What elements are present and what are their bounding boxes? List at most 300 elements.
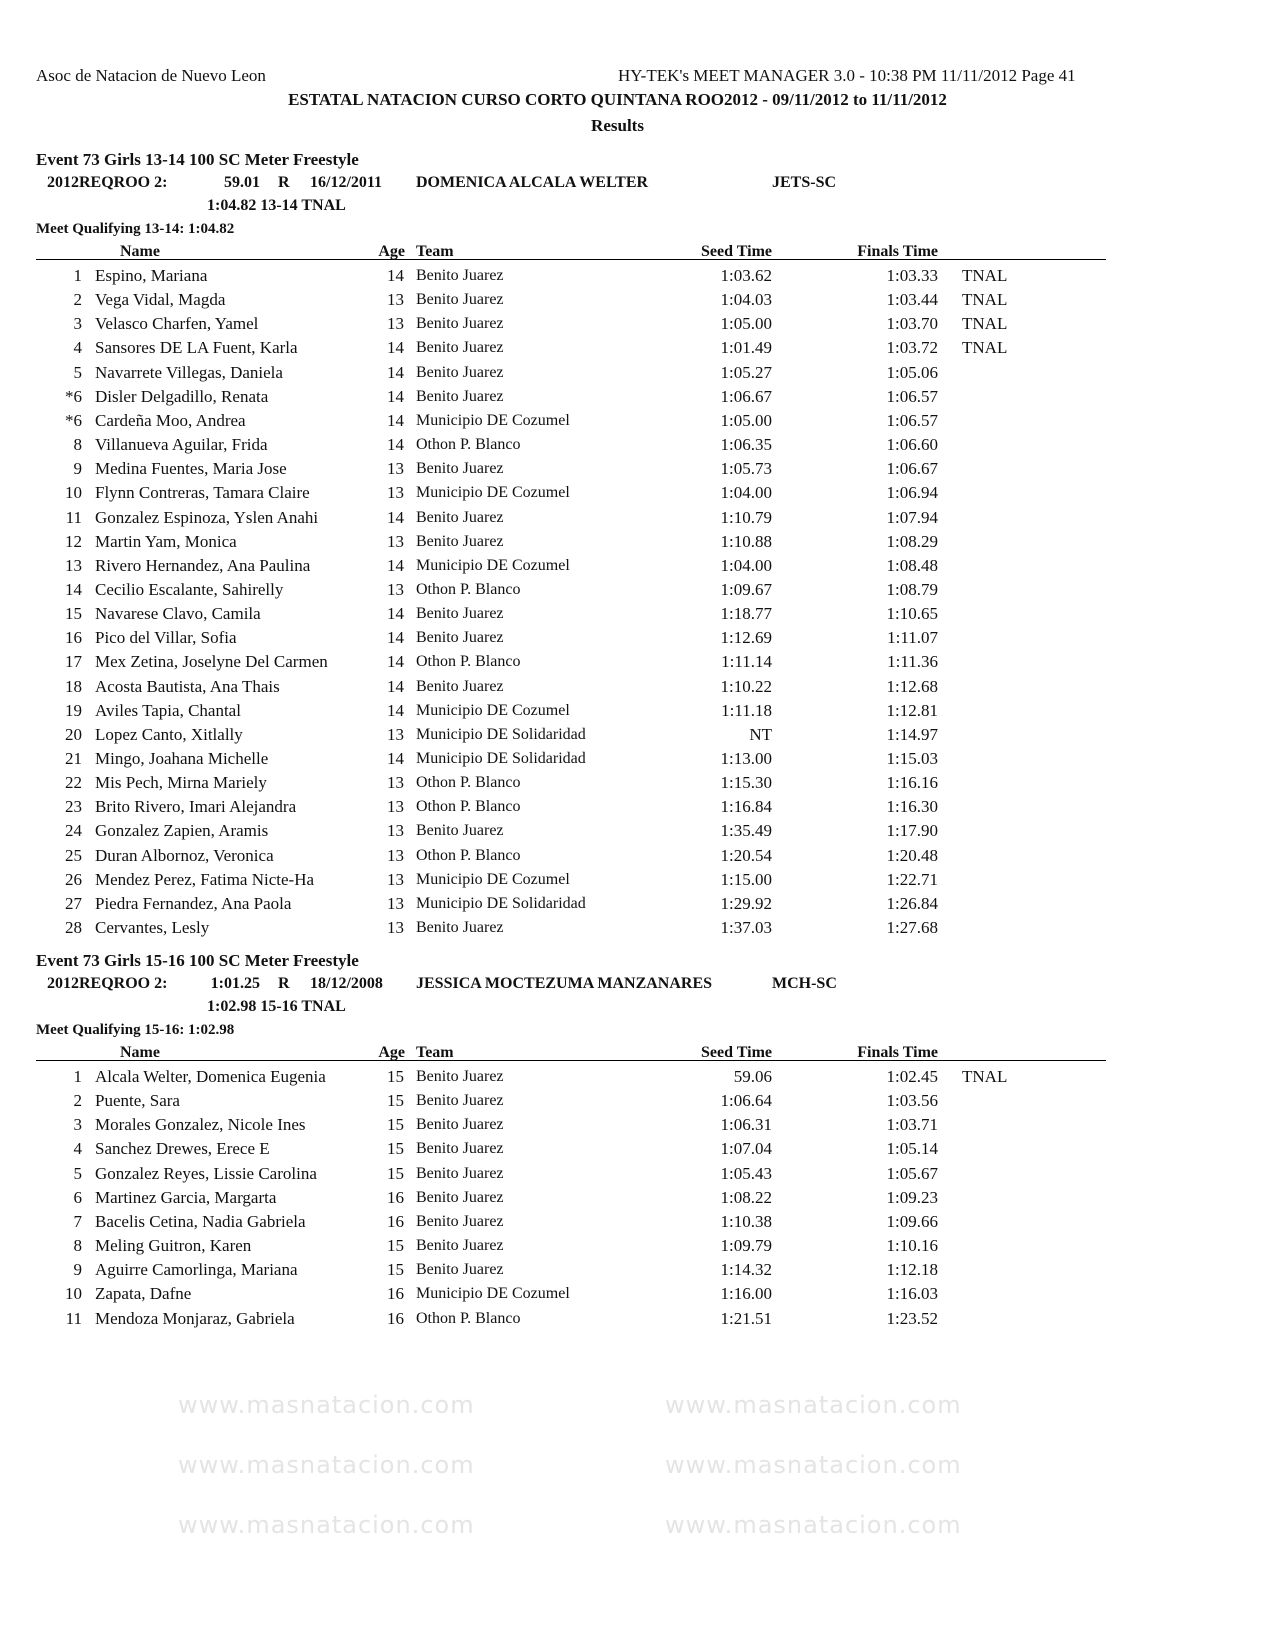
swimmer-name: Gonzalez Zapien, Aramis	[95, 821, 269, 841]
result-row	[0, 435, 1275, 459]
swimmer-name: Rivero Hernandez, Ana Paulina	[95, 555, 311, 575]
record-flag: R	[278, 174, 290, 191]
age: 14	[387, 604, 404, 624]
finals-time: 1:06.57	[886, 386, 938, 406]
team: Othon P. Blanco	[416, 580, 521, 598]
swimmer-name: Gonzalez Espinoza, Yslen Anahi	[95, 507, 319, 527]
swimmer-name: Morales Gonzalez, Nicole Ines	[95, 1115, 306, 1135]
result-row	[0, 1115, 1275, 1139]
seed-time: 1:06.31	[720, 1115, 772, 1135]
team: Municipio DE Cozumel	[416, 1285, 570, 1303]
seed-time: 1:14.32	[720, 1260, 772, 1280]
age: 13	[387, 724, 404, 744]
age: 13	[387, 290, 404, 310]
place: 19	[65, 700, 82, 720]
result-row	[0, 1309, 1275, 1333]
meet-qualifying: Meet Qualifying 15-16: 1:02.98	[36, 1022, 235, 1038]
seed-time: 1:05.27	[720, 362, 772, 382]
finals-time: 1:16.30	[886, 797, 938, 817]
column-header-age: Age	[378, 243, 405, 260]
swimmer-name: Mendoza Monjaraz, Gabriela	[95, 1308, 295, 1328]
finals-time: 1:06.67	[886, 459, 938, 479]
finals-time: 1:17.90	[886, 821, 938, 841]
finals-time: 1:07.94	[886, 507, 938, 527]
column-header-name: Name	[120, 243, 160, 260]
age: 14	[387, 700, 404, 720]
age: 15	[387, 1163, 404, 1183]
record-date: 18/12/2008	[310, 975, 383, 992]
meet-qualifying: Meet Qualifying 13-14: 1:04.82	[36, 221, 235, 237]
finals-time: 1:08.48	[886, 555, 938, 575]
place: 28	[65, 918, 82, 938]
result-row	[0, 604, 1275, 628]
team: Benito Juarez	[416, 1261, 504, 1279]
result-row	[0, 314, 1275, 338]
team: Othon P. Blanco	[416, 798, 521, 816]
seed-time: 1:09.79	[720, 1236, 772, 1256]
swimmer-name: Pico del Villar, Sofia	[95, 628, 237, 648]
seed-time: 1:15.00	[720, 869, 772, 889]
team: Benito Juarez	[416, 267, 504, 284]
result-row	[0, 338, 1275, 362]
watermark: www.masnatacion.com	[665, 1451, 962, 1479]
age: 14	[387, 628, 404, 648]
place: 9	[73, 459, 82, 479]
swimmer-name: Cecilio Escalante, Sahirelly	[95, 579, 284, 599]
age: 15	[387, 1236, 404, 1256]
team: Benito Juarez	[416, 508, 504, 526]
place: 9	[73, 1260, 82, 1280]
swimmer-name: Martin Yam, Monica	[95, 531, 237, 551]
seed-time: 1:18.77	[720, 604, 772, 624]
swimmer-name: Bacelis Cetina, Nadia Gabriela	[95, 1211, 306, 1231]
team: Benito Juarez	[416, 919, 504, 937]
finals-time: 1:20.48	[886, 845, 938, 865]
age: 15	[387, 1139, 404, 1159]
result-row	[0, 387, 1275, 411]
place: 7	[73, 1211, 82, 1231]
swimmer-name: Sanchez Drewes, Erece E	[95, 1139, 270, 1159]
place: 17	[65, 652, 82, 672]
swimmer-name: Puente, Sara	[95, 1091, 180, 1111]
result-row	[0, 508, 1275, 532]
event-title: Event 73 Girls 15-16 100 SC Meter Freestyle	[36, 951, 359, 970]
team: Benito Juarez	[416, 1188, 504, 1206]
seed-time: 1:10.88	[720, 531, 772, 551]
place: 3	[73, 1115, 82, 1135]
record-label: 2012REQROO 2:	[47, 975, 168, 992]
team: Benito Juarez	[416, 339, 504, 357]
qualifier: TNAL	[962, 290, 1008, 310]
seed-time: 1:01.49	[720, 338, 772, 358]
age: 16	[387, 1308, 404, 1328]
seed-time: 1:21.51	[720, 1308, 772, 1328]
record-team: MCH-SC	[772, 975, 837, 992]
team: Municipio DE Solidaridad	[416, 750, 586, 767]
record-label: 2012REQROO 2:	[47, 174, 168, 191]
swimmer-name: Alcala Welter, Domenica Eugenia	[95, 1067, 326, 1086]
column-header-finals: Finals Time	[857, 243, 938, 260]
age: 16	[387, 1187, 404, 1207]
finals-time: 1:27.68	[886, 918, 938, 938]
swimmer-name: Espino, Mariana	[95, 266, 208, 285]
age: 14	[387, 266, 404, 285]
result-row	[0, 1284, 1275, 1308]
team: Benito Juarez	[416, 1116, 504, 1134]
seed-time: 1:12.69	[720, 628, 772, 648]
finals-time: 1:10.16	[886, 1236, 938, 1256]
seed-time: 1:37.03	[720, 918, 772, 938]
seed-time: 59.06	[733, 1067, 772, 1086]
seed-time: NT	[749, 724, 772, 744]
result-row	[0, 532, 1275, 556]
event-title: Event 73 Girls 13-14 100 SC Meter Freestyle	[36, 150, 359, 169]
result-row	[0, 821, 1275, 845]
place: 1	[73, 266, 82, 285]
seed-time: 1:04.00	[720, 555, 772, 575]
finals-time: 1:08.29	[886, 531, 938, 551]
finals-time: 1:12.68	[886, 676, 938, 696]
finals-time: 1:06.57	[886, 410, 938, 430]
swimmer-name: Lopez Canto, Xitlally	[95, 724, 243, 744]
record-time: 59.01	[224, 174, 260, 191]
record-time: 1:01.25	[210, 975, 260, 992]
watermark: www.masnatacion.com	[178, 1391, 475, 1419]
team: Benito Juarez	[416, 1212, 504, 1230]
finals-time: 1:06.94	[886, 483, 938, 503]
swimmer-name: Cervantes, Lesly	[95, 918, 210, 938]
finals-time: 1:03.70	[886, 314, 938, 334]
result-row	[0, 290, 1275, 314]
finals-time: 1:03.44	[886, 290, 938, 310]
watermark: www.masnatacion.com	[178, 1511, 475, 1539]
finals-time: 1:05.06	[886, 362, 938, 382]
finals-time: 1:03.72	[886, 338, 938, 358]
age: 15	[387, 1067, 404, 1086]
place: 5	[73, 1163, 82, 1183]
swimmer-name: Aguirre Camorlinga, Mariana	[95, 1260, 298, 1280]
result-row	[0, 725, 1275, 749]
finals-time: 1:14.97	[886, 724, 938, 744]
seed-time: 1:05.00	[720, 410, 772, 430]
team: Municipio DE Cozumel	[416, 484, 570, 502]
team: Benito Juarez	[416, 677, 504, 695]
age: 16	[387, 1284, 404, 1304]
result-row	[0, 266, 1275, 290]
place: 6	[73, 1187, 82, 1207]
place: 27	[65, 893, 82, 913]
seed-time: 1:16.00	[720, 1284, 772, 1304]
place: 22	[65, 773, 82, 793]
age: 14	[387, 338, 404, 358]
swimmer-name: Sansores DE LA Fuent, Karla	[95, 338, 298, 358]
column-header-row	[0, 1043, 1275, 1067]
org-name: Asoc de Natacion de Nuevo Leon	[36, 66, 266, 85]
watermark: www.masnatacion.com	[665, 1511, 962, 1539]
column-header-finals: Finals Time	[857, 1044, 938, 1061]
age: 13	[387, 918, 404, 938]
swimmer-name: Vega Vidal, Magda	[95, 290, 226, 310]
result-row	[0, 749, 1275, 773]
seed-time: 1:35.49	[720, 821, 772, 841]
finals-time: 1:12.81	[886, 700, 938, 720]
finals-time: 1:12.18	[886, 1260, 938, 1280]
swimmer-name: Piedra Fernandez, Ana Paola	[95, 893, 292, 913]
swimmer-name: Villanueva Aguilar, Frida	[95, 435, 268, 455]
qualifier: TNAL	[962, 266, 1008, 285]
watermark: www.masnatacion.com	[178, 1451, 475, 1479]
swimmer-name: Mex Zetina, Joselyne Del Carmen	[95, 652, 328, 672]
seed-time: 1:05.00	[720, 314, 772, 334]
qualifier: TNAL	[962, 1067, 1008, 1086]
team: Othon P. Blanco	[416, 436, 521, 454]
finals-time: 1:22.71	[886, 869, 938, 889]
team: Benito Juarez	[416, 1092, 504, 1110]
place: 10	[65, 1284, 82, 1304]
place: 15	[65, 604, 82, 624]
finals-time: 1:08.79	[886, 579, 938, 599]
result-row	[0, 677, 1275, 701]
seed-time: 1:06.64	[720, 1091, 772, 1111]
column-header-name: Name	[120, 1044, 160, 1061]
finals-time: 1:05.14	[886, 1139, 938, 1159]
result-row	[0, 1139, 1275, 1163]
finals-time: 1:26.84	[886, 893, 938, 913]
seed-time: 1:04.00	[720, 483, 772, 503]
team: Municipio DE Cozumel	[416, 701, 570, 719]
swimmer-name: Navarrete Villegas, Daniela	[95, 362, 283, 382]
seed-time: 1:04.03	[720, 290, 772, 310]
age: 14	[387, 749, 404, 768]
age: 13	[387, 314, 404, 334]
age: 15	[387, 1260, 404, 1280]
place: 4	[73, 338, 82, 358]
age: 13	[387, 797, 404, 817]
column-header-seed: Seed Time	[701, 243, 772, 260]
seed-time: 1:20.54	[720, 845, 772, 865]
place: 16	[65, 628, 82, 648]
result-row	[0, 701, 1275, 725]
age: 15	[387, 1115, 404, 1135]
team: Benito Juarez	[416, 1164, 504, 1182]
swimmer-name: Navarese Clavo, Camila	[95, 604, 261, 624]
place: 2	[73, 290, 82, 310]
result-row	[0, 1236, 1275, 1260]
team: Benito Juarez	[416, 629, 504, 647]
meet-title: ESTATAL NATACION CURSO CORTO QUINTANA ROO2012 - 09/11/2012 to 11/11/2012	[288, 90, 947, 109]
place: 2	[73, 1091, 82, 1111]
result-row	[0, 483, 1275, 507]
team: Benito Juarez	[416, 1140, 504, 1158]
finals-time: 1:15.03	[886, 749, 938, 768]
place: 4	[73, 1139, 82, 1159]
place: 14	[65, 579, 82, 599]
result-row	[0, 1164, 1275, 1188]
record-holder: JESSICA MOCTEZUMA MANZANARES	[416, 975, 713, 992]
seed-time: 1:13.00	[720, 749, 772, 768]
swimmer-name: Martinez Garcia, Margarta	[95, 1187, 277, 1207]
finals-time: 1:03.56	[886, 1091, 938, 1111]
column-header-seed: Seed Time	[701, 1044, 772, 1061]
record-date: 16/12/2011	[310, 174, 383, 191]
place: *6	[65, 386, 82, 406]
result-row	[0, 797, 1275, 821]
team: Benito Juarez	[416, 1237, 504, 1255]
team: Municipio DE Solidaridad	[416, 894, 586, 912]
place: 26	[65, 869, 82, 889]
finals-time: 1:23.52	[886, 1308, 938, 1328]
age: 14	[387, 652, 404, 672]
seed-time: 1:16.84	[720, 797, 772, 817]
finals-time: 1:02.45	[886, 1067, 938, 1086]
swimmer-name: Medina Fuentes, Maria Jose	[95, 459, 287, 479]
team: Benito Juarez	[416, 460, 504, 478]
finals-time: 1:09.23	[886, 1187, 938, 1207]
place: 11	[65, 1308, 82, 1328]
seed-time: 1:08.22	[720, 1187, 772, 1207]
team: Municipio DE Cozumel	[416, 556, 570, 574]
record-team: JETS-SC	[772, 174, 837, 191]
seed-time: 1:03.62	[720, 266, 772, 285]
age: 13	[387, 459, 404, 479]
team: Othon P. Blanco	[416, 1309, 521, 1327]
result-row	[0, 556, 1275, 580]
result-row	[0, 773, 1275, 797]
place: 21	[65, 749, 82, 768]
result-row	[0, 870, 1275, 894]
seed-time: 1:05.73	[720, 459, 772, 479]
team: Benito Juarez	[416, 605, 504, 623]
swimmer-name: Brito Rivero, Imari Alejandra	[95, 797, 297, 817]
age: 14	[387, 507, 404, 527]
qualifier: TNAL	[962, 314, 1008, 334]
seed-time: 1:10.22	[720, 676, 772, 696]
place: 8	[73, 1236, 82, 1256]
finals-time: 1:11.36	[887, 652, 938, 672]
swimmer-name: Meling Guitron, Karen	[95, 1236, 252, 1256]
place: 3	[73, 314, 82, 334]
age: 14	[387, 410, 404, 430]
team: Benito Juarez	[416, 532, 504, 550]
swimmer-name: Mingo, Joahana Michelle	[95, 749, 269, 768]
result-row	[0, 1260, 1275, 1284]
finals-time: 1:05.67	[886, 1163, 938, 1183]
age: 14	[387, 435, 404, 455]
team: Municipio DE Cozumel	[416, 411, 570, 429]
team: Benito Juarez	[416, 1068, 504, 1085]
seed-time: 1:11.14	[721, 652, 772, 672]
age: 16	[387, 1211, 404, 1231]
age: 15	[387, 1091, 404, 1111]
result-row	[0, 411, 1275, 435]
finals-time: 1:09.66	[886, 1211, 938, 1231]
team: Benito Juarez	[416, 363, 504, 381]
team: Benito Juarez	[416, 315, 504, 333]
finals-time: 1:16.03	[886, 1284, 938, 1304]
page-subtitle: Results	[591, 116, 644, 135]
record-flag: R	[278, 975, 290, 992]
team: Benito Juarez	[416, 822, 504, 840]
place: *6	[65, 410, 82, 430]
swimmer-name: Gonzalez Reyes, Lissie Carolina	[95, 1163, 317, 1183]
qualifier: TNAL	[962, 338, 1008, 358]
result-row	[0, 628, 1275, 652]
seed-time: 1:15.30	[720, 773, 772, 793]
finals-time: 1:06.60	[886, 435, 938, 455]
age: 14	[387, 676, 404, 696]
swimmer-name: Acosta Bautista, Ana Thais	[95, 676, 280, 696]
team: Othon P. Blanco	[416, 653, 521, 671]
column-header-row	[0, 242, 1275, 266]
finals-time: 1:11.07	[887, 628, 938, 648]
finals-time: 1:03.33	[886, 266, 938, 285]
place: 20	[65, 724, 82, 744]
seed-time: 1:05.43	[720, 1163, 772, 1183]
swimmer-name: Duran Albornoz, Veronica	[95, 845, 274, 865]
swimmer-name: Aviles Tapia, Chantal	[95, 700, 241, 720]
age: 13	[387, 821, 404, 841]
swimmer-name: Flynn Contreras, Tamara Claire	[95, 483, 310, 503]
record-holder: DOMENICA ALCALA WELTER	[416, 174, 649, 191]
seed-time: 1:06.35	[720, 435, 772, 455]
swimmer-name: Mendez Perez, Fatima Nicte-Ha	[95, 869, 315, 889]
result-row	[0, 652, 1275, 676]
column-header-team: Team	[416, 243, 454, 260]
age: 14	[387, 386, 404, 406]
seed-time: 1:07.04	[720, 1139, 772, 1159]
result-row	[0, 1091, 1275, 1115]
place: 23	[65, 797, 82, 817]
finals-time: 1:10.65	[886, 604, 938, 624]
result-row	[0, 1188, 1275, 1212]
age: 13	[387, 893, 404, 913]
age: 14	[387, 555, 404, 575]
seed-time: 1:10.38	[720, 1211, 772, 1231]
result-row	[0, 894, 1275, 918]
age: 13	[387, 531, 404, 551]
age: 13	[387, 869, 404, 889]
age: 13	[387, 845, 404, 865]
seed-time: 1:09.67	[720, 579, 772, 599]
seed-time: 1:10.79	[720, 507, 772, 527]
time-standard: 1:04.82 13-14 TNAL	[207, 197, 346, 214]
age: 14	[387, 362, 404, 382]
seed-time: 1:11.18	[721, 700, 772, 720]
place: 1	[73, 1067, 82, 1086]
age: 13	[387, 483, 404, 503]
age: 13	[387, 579, 404, 599]
result-row	[0, 846, 1275, 870]
result-row	[0, 1067, 1275, 1091]
place: 8	[73, 435, 82, 455]
swimmer-name: Cardeña Moo, Andrea	[95, 410, 246, 430]
swimmer-name: Mis Pech, Mirna Mariely	[95, 773, 267, 793]
seed-time: 1:29.92	[720, 893, 772, 913]
result-row	[0, 363, 1275, 387]
swimmer-name: Disler Delgadillo, Renata	[95, 386, 269, 406]
column-header-team: Team	[416, 1044, 454, 1061]
age: 13	[387, 773, 404, 793]
place: 13	[65, 555, 82, 575]
place: 24	[65, 821, 82, 841]
result-row	[0, 459, 1275, 483]
swimmer-name: Zapata, Dafne	[95, 1284, 192, 1304]
team: Othon P. Blanco	[416, 846, 521, 864]
seed-time: 1:06.67	[720, 386, 772, 406]
finals-time: 1:03.71	[886, 1115, 938, 1135]
team: Benito Juarez	[416, 291, 504, 309]
watermark: www.masnatacion.com	[665, 1391, 962, 1419]
